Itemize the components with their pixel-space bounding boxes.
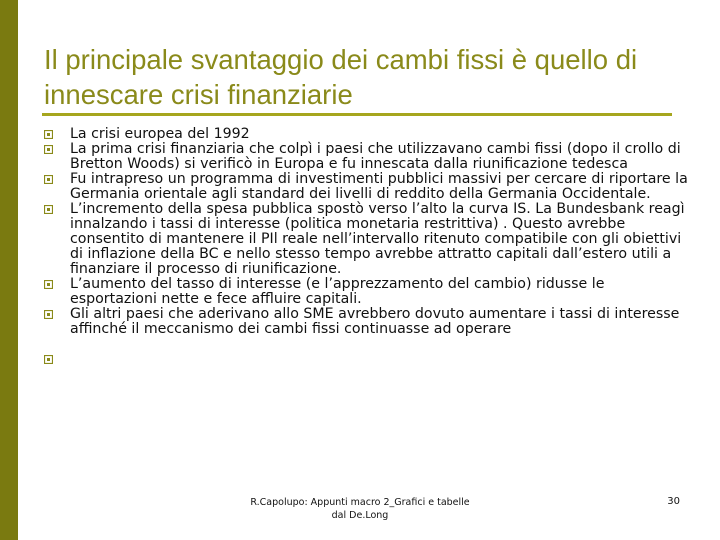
page-number: 30 — [667, 496, 680, 507]
bullet-square-icon — [44, 127, 70, 142]
bullet-text: L’incremento della spesa pubblica spostò verso l’alto la curva IS. La Bundesbank reagì innalzando i tassi di interesse (politica monetaria restrittiva) . Questo avrebbe consentito di mantenere il PIl reale nell’intervallo ritenuto compatibile con gli obiettivi di inflazione della BC e nello stesso tempo avrebbe attratto capitali dall’estero utili a finanziare il processo di riunificazione. — [70, 201, 685, 277]
list-item — [44, 142, 694, 172]
left-accent-bar — [0, 0, 18, 540]
slide-footer: R.Capolupo: Appunti macro 2_Grafici e tabelle dal De.Long — [250, 497, 470, 521]
list-item — [44, 307, 694, 337]
slide-title: Il principale svantaggio dei cambi fissi è quello di innescare crisi finanziarie — [44, 44, 638, 110]
bullet-text: Gli altri paesi che aderivano allo SME avrebbero dovuto aumentare i tassi di interesse affinché il meccanismo dei cambi fissi continuasse ad operare — [70, 306, 680, 337]
list-item — [44, 172, 694, 202]
bullet-text: La crisi europea del 1992 — [70, 126, 250, 142]
bullet-square-icon — [44, 202, 70, 277]
bullet-square-icon — [44, 142, 70, 172]
bullet-list — [44, 127, 694, 352]
bullet-text: Fu intrapreso un programma di investimenti pubblici massivi per cercare di riportare la Germania orientale agli standard dei livelli di reddito della Germania Occidentale. — [70, 171, 688, 202]
title-underline — [42, 113, 672, 116]
bullet-square-icon — [44, 307, 70, 337]
bullet-square-icon — [44, 277, 70, 307]
list-item — [44, 202, 694, 277]
bullet-text: L’aumento del tasso di interesse (e l’apprezzamento del cambio) ridusse le esportazioni nette e fece affluire capitali. — [70, 276, 605, 307]
bullet-text: La prima crisi finanziaria che colpì i paesi che utilizzavano cambi fissi (dopo il crollo di Bretton Woods) si verificò in Europa e fu innescata dalla riunificazione tedesca — [70, 141, 681, 172]
bullet-square-icon — [44, 172, 70, 202]
list-item — [44, 277, 694, 307]
list-item — [44, 127, 694, 142]
